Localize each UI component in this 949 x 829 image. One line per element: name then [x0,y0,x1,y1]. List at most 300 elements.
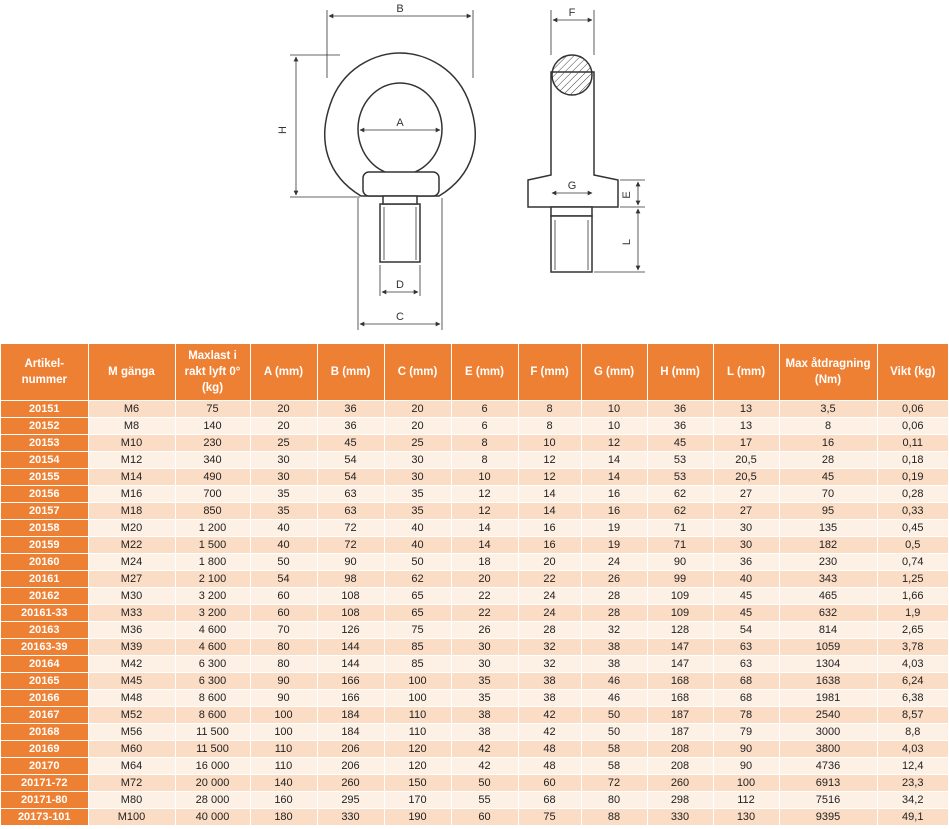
table-cell: 0,33 [877,503,948,520]
side-view [528,55,618,272]
article-number-cell: 20155 [1,469,88,486]
table-cell: 22 [451,605,518,622]
table-row [1,724,948,741]
table-cell: 13 [713,401,779,418]
table-cell: 13 [713,418,779,435]
table-row [1,435,948,452]
article-number-cell: 20169 [1,741,88,758]
table-cell: 28 000 [175,792,250,809]
table-cell: 36 [647,401,713,418]
table-cell: 62 [647,503,713,520]
table-row [1,639,948,656]
table-cell: 10 [581,401,647,418]
article-number-cell: 20171-80 [1,792,88,809]
table-cell: 1638 [779,673,877,690]
table-row [1,622,948,639]
table-cell: 10 [451,469,518,486]
table-cell: 60 [250,588,317,605]
article-number-cell: 20168 [1,724,88,741]
label-l: L [621,238,633,246]
table-cell: 110 [384,724,451,741]
table-cell: 166 [317,690,384,707]
table-cell: 90 [250,673,317,690]
table-cell: 187 [647,707,713,724]
table-cell: 140 [175,418,250,435]
table-cell: 68 [713,673,779,690]
label-c: C [396,311,404,323]
label-d: D [396,279,404,291]
table-cell: 99 [647,571,713,588]
table-cell: 12 [451,503,518,520]
col-header-b: B (mm) [317,344,384,401]
table-cell: 58 [581,741,647,758]
table-cell: 53 [647,452,713,469]
table-cell: 78 [713,707,779,724]
label-e: E [621,191,633,199]
table-cell: 8 [518,418,581,435]
table-cell: M56 [88,724,175,741]
table-cell: 54 [250,571,317,588]
table-cell: 42 [451,758,518,775]
table-cell: 40 [250,537,317,554]
article-number-cell: 20167 [1,707,88,724]
table-cell: 62 [384,571,451,588]
table-cell: 700 [175,486,250,503]
table-cell: 18 [451,554,518,571]
table-cell: 36 [647,418,713,435]
table-cell: 7516 [779,792,877,809]
table-cell: 0,19 [877,469,948,486]
table-cell: 90 [317,554,384,571]
table-cell: 187 [647,724,713,741]
table-row [1,469,948,486]
table-row [1,452,948,469]
table-cell: 50 [581,707,647,724]
table-cell: 35 [451,673,518,690]
table-cell: 30 [713,520,779,537]
table-cell: M64 [88,758,175,775]
table-cell: 4736 [779,758,877,775]
table-cell: 4 600 [175,622,250,639]
table-row [1,554,948,571]
table-cell: 16 [779,435,877,452]
table-cell: 19 [581,520,647,537]
table-cell: 72 [317,537,384,554]
col-header-l: L (mm) [713,344,779,401]
col-header-f: F (mm) [518,344,581,401]
article-number-cell: 20157 [1,503,88,520]
table-cell: 14 [451,537,518,554]
table-cell: 184 [317,724,384,741]
table-cell: 100 [250,707,317,724]
table-cell: 85 [384,656,451,673]
table-cell: 49,1 [877,809,948,826]
table-cell: 11 500 [175,724,250,741]
table-cell: M30 [88,588,175,605]
table-cell: 38 [451,724,518,741]
article-number-cell: 20164 [1,656,88,673]
label-f: F [568,7,576,19]
table-cell: 12 [518,452,581,469]
label-g: G [567,180,577,192]
table-cell: 0,74 [877,554,948,571]
table-cell: 45 [713,605,779,622]
article-number-cell: 20171-72 [1,775,88,792]
table-cell: 108 [317,605,384,622]
table-cell: 20 [518,554,581,571]
table-cell: 632 [779,605,877,622]
table-cell: 490 [175,469,250,486]
table-cell: 850 [175,503,250,520]
table-row [1,707,948,724]
table-cell: M24 [88,554,175,571]
eye-bolt-technical-drawing [0,0,949,340]
table-cell: M48 [88,690,175,707]
table-cell: 65 [384,605,451,622]
table-cell: M42 [88,656,175,673]
table-cell: 72 [317,520,384,537]
table-cell: 30 [250,469,317,486]
table-cell: 38 [518,673,581,690]
table-cell: 28 [581,605,647,622]
table-cell: 1 200 [175,520,250,537]
table-cell: 63 [713,639,779,656]
table-body [1,401,948,826]
table-cell: 340 [175,452,250,469]
table-cell: 12 [581,435,647,452]
table-cell: 3800 [779,741,877,758]
article-number-cell: 20153 [1,435,88,452]
table-cell: M60 [88,741,175,758]
col-header-h: H (mm) [647,344,713,401]
table-cell: 65 [384,588,451,605]
table-row [1,588,948,605]
table-cell: 6,24 [877,673,948,690]
article-number-cell: 20156 [1,486,88,503]
table-cell: 63 [317,486,384,503]
table-cell: 1304 [779,656,877,673]
table-cell: 58 [581,758,647,775]
table-cell: 11 500 [175,741,250,758]
table-cell: 144 [317,656,384,673]
table-cell: 6 [451,401,518,418]
table-cell: 50 [581,724,647,741]
col-header-a: A (mm) [250,344,317,401]
table-cell: 28 [518,622,581,639]
table-cell: 230 [779,554,877,571]
table-cell: 295 [317,792,384,809]
table-row [1,520,948,537]
table-cell: 6 300 [175,673,250,690]
table-cell: M45 [88,673,175,690]
table-cell: 0,06 [877,401,948,418]
label-a: A [396,117,404,129]
table-cell: 95 [779,503,877,520]
table-cell: 68 [713,690,779,707]
table-cell: 50 [384,554,451,571]
table-cell: 25 [250,435,317,452]
table-cell: 22 [451,588,518,605]
table-cell: 50 [250,554,317,571]
table-cell: 40 [384,537,451,554]
table-cell: 27 [713,486,779,503]
table-row [1,605,948,622]
table-cell: 8 600 [175,707,250,724]
table-cell: 0,11 [877,435,948,452]
table-cell: 23,3 [877,775,948,792]
table-cell: 90 [713,758,779,775]
table-cell: 3 200 [175,605,250,622]
table-cell: 90 [250,690,317,707]
table-cell: 17 [713,435,779,452]
table-row [1,656,948,673]
table-cell: 28 [779,452,877,469]
table-cell: 46 [581,673,647,690]
table-cell: 14 [581,452,647,469]
table-cell: 60 [250,605,317,622]
table-cell: 465 [779,588,877,605]
table-cell: 12,4 [877,758,948,775]
table-cell: 75 [518,809,581,826]
table-cell: 36 [317,401,384,418]
table-cell: 60 [451,809,518,826]
table-cell: M18 [88,503,175,520]
table-cell: M16 [88,486,175,503]
table-cell: 14 [518,503,581,520]
table-cell: 72 [581,775,647,792]
table-cell: 63 [713,656,779,673]
table-cell: 2540 [779,707,877,724]
table-row [1,775,948,792]
article-number-cell: 20160 [1,554,88,571]
table-cell: 1 500 [175,537,250,554]
article-number-cell: 20163-39 [1,639,88,656]
table-cell: 42 [518,724,581,741]
col-header-g: G (mm) [581,344,647,401]
article-number-cell: 20161 [1,571,88,588]
table-cell: 71 [647,520,713,537]
table-cell: 120 [384,758,451,775]
table-cell: 35 [384,503,451,520]
table-cell: 109 [647,588,713,605]
table-cell: 80 [250,656,317,673]
table-cell: M36 [88,622,175,639]
table-cell: 24 [581,554,647,571]
table-cell: 90 [713,741,779,758]
table-cell: 8 [518,401,581,418]
col-header-weight: Vikt (kg) [877,344,948,401]
table-row [1,809,948,826]
article-number-cell: 20152 [1,418,88,435]
table-cell: 260 [647,775,713,792]
table-cell: 8 [451,452,518,469]
table-cell: 2 100 [175,571,250,588]
table-row [1,673,948,690]
table-cell: 80 [250,639,317,656]
table-cell: 8,8 [877,724,948,741]
table-cell: 16 [518,537,581,554]
table-cell: 28 [581,588,647,605]
table-cell: 184 [317,707,384,724]
table-cell: 6 [451,418,518,435]
table-cell: M22 [88,537,175,554]
table-cell: 75 [384,622,451,639]
table-cell: 30 [250,452,317,469]
table-cell: M12 [88,452,175,469]
table-cell: 38 [581,639,647,656]
table-cell: 98 [317,571,384,588]
table-cell: 100 [384,690,451,707]
table-cell: 40 [250,520,317,537]
table-cell: 42 [518,707,581,724]
table-cell: 1 800 [175,554,250,571]
table-row [1,571,948,588]
table-cell: 19 [581,537,647,554]
table-cell: 70 [779,486,877,503]
table-cell: 38 [518,690,581,707]
table-cell: 8,57 [877,707,948,724]
table-cell: 0,06 [877,418,948,435]
table-cell: 26 [451,622,518,639]
table-row [1,758,948,775]
table-cell: 30 [384,452,451,469]
table-row [1,418,948,435]
table-cell: 16 000 [175,758,250,775]
table-row [1,792,948,809]
table-cell: 46 [581,690,647,707]
table-cell: 147 [647,656,713,673]
table-cell: M33 [88,605,175,622]
table-header-row [1,344,948,401]
table-cell: M80 [88,792,175,809]
table-cell: 14 [518,486,581,503]
table-cell: 16 [581,486,647,503]
table-cell: 343 [779,571,877,588]
table-cell: M52 [88,707,175,724]
table-cell: 40 [384,520,451,537]
table-cell: 71 [647,537,713,554]
table-cell: 48 [518,758,581,775]
table-cell: 3 200 [175,588,250,605]
table-cell: 54 [713,622,779,639]
table-cell: 62 [647,486,713,503]
table-cell: M39 [88,639,175,656]
table-cell: 168 [647,673,713,690]
table-cell: M72 [88,775,175,792]
table-cell: 110 [250,741,317,758]
table-cell: 0,45 [877,520,948,537]
label-b: B [396,3,404,15]
col-header-thread: M gänga [88,344,175,401]
table-cell: 1,66 [877,588,948,605]
table-cell: 68 [518,792,581,809]
table-cell: 140 [250,775,317,792]
table-cell: M100 [88,809,175,826]
col-header-c: C (mm) [384,344,451,401]
table-cell: 14 [451,520,518,537]
table-row [1,503,948,520]
table-cell: 20,5 [713,452,779,469]
table-cell: 55 [451,792,518,809]
article-number-cell: 20154 [1,452,88,469]
table-cell: M14 [88,469,175,486]
table-cell: 182 [779,537,877,554]
table-cell: 110 [250,758,317,775]
table-cell: M6 [88,401,175,418]
table-cell: 168 [647,690,713,707]
table-cell: 10 [518,435,581,452]
table-cell: 126 [317,622,384,639]
table-cell: 6913 [779,775,877,792]
table-cell: 10 [581,418,647,435]
table-cell: 48 [518,741,581,758]
table-cell: 45 [713,588,779,605]
table-cell: 4,03 [877,656,948,673]
table-cell: M20 [88,520,175,537]
table-cell: 40 [713,571,779,588]
table-cell: 108 [317,588,384,605]
article-number-cell: 20173-101 [1,809,88,826]
front-view [325,53,475,262]
table-cell: 75 [175,401,250,418]
table-cell: 4,03 [877,741,948,758]
table-cell: 32 [581,622,647,639]
table-cell: 32 [518,656,581,673]
table-cell: 206 [317,758,384,775]
table-cell: 3,5 [779,401,877,418]
col-header-max-torque: Max åtdragning (Nm) [779,344,877,401]
table-cell: 100 [384,673,451,690]
table-cell: 16 [518,520,581,537]
table-cell: 45 [779,469,877,486]
table-cell: 1059 [779,639,877,656]
table-cell: 20 [384,418,451,435]
table-cell: 45 [647,435,713,452]
table-cell: 30 [451,639,518,656]
table-cell: 166 [317,673,384,690]
article-number-cell: 20161-33 [1,605,88,622]
table-cell: 20 [250,418,317,435]
table-cell: 54 [317,469,384,486]
table-cell: 208 [647,741,713,758]
table-cell: 3000 [779,724,877,741]
table-cell: 1,25 [877,571,948,588]
table-cell: M27 [88,571,175,588]
col-header-max-load: Maxlast i rakt lyft 0° (kg) [175,344,250,401]
table-cell: 34,2 [877,792,948,809]
table-row [1,741,948,758]
table-cell: 814 [779,622,877,639]
table-cell: 110 [384,707,451,724]
article-number-cell: 20165 [1,673,88,690]
table-cell: 24 [518,588,581,605]
table-cell: 88 [581,809,647,826]
table-cell: 208 [647,758,713,775]
table-cell: 3,78 [877,639,948,656]
table-cell: 63 [317,503,384,520]
table-cell: 30 [451,656,518,673]
table-cell: 36 [713,554,779,571]
table-cell: 330 [647,809,713,826]
table-cell: 2,65 [877,622,948,639]
table-cell: 14 [581,469,647,486]
table-cell: 100 [713,775,779,792]
table-cell: 9395 [779,809,877,826]
table-cell: 54 [317,452,384,469]
table-cell: 45 [317,435,384,452]
table-cell: 20 000 [175,775,250,792]
table-cell: 112 [713,792,779,809]
